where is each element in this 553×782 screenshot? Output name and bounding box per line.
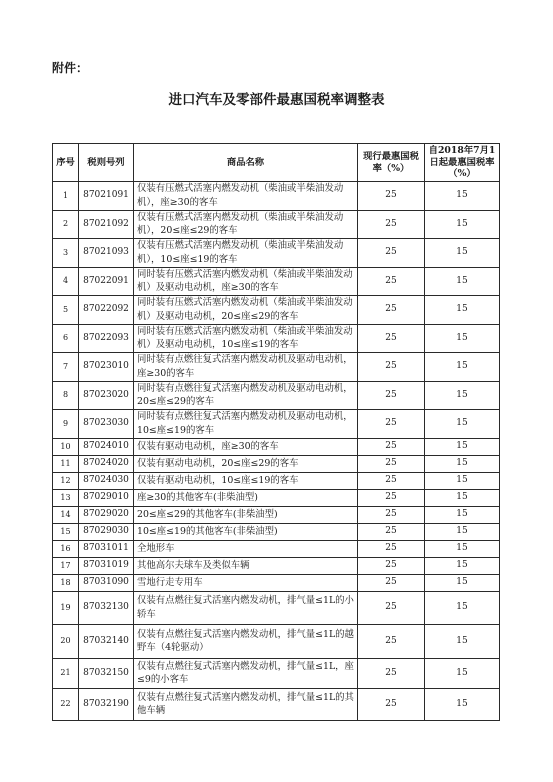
cell-no: 10: [53, 439, 79, 456]
table-row: [53, 659, 500, 689]
cell-no: 5: [53, 296, 79, 325]
table-row: [53, 689, 500, 721]
cell-current-rate: 25: [358, 353, 425, 382]
cell-code: 87029030: [79, 524, 134, 541]
cell-current-rate: 25: [358, 659, 425, 689]
cell-name: 10≤座≤19的其他客车(非柴油型): [134, 524, 358, 541]
cell-no: 15: [53, 524, 79, 541]
cell-code: 87022091: [79, 268, 134, 297]
cell-new-rate: 15: [425, 659, 500, 689]
table-row: [53, 182, 500, 211]
table-header-row: [53, 144, 500, 182]
table-row: [53, 353, 500, 382]
table-row: [53, 541, 500, 558]
cell-no: 20: [53, 625, 79, 659]
table-row: [53, 575, 500, 592]
table-row: [53, 296, 500, 325]
cell-code: 87021093: [79, 239, 134, 268]
rate-table: [52, 143, 500, 721]
cell-no: 2: [53, 211, 79, 240]
cell-name: 仅装有点燃往复式活塞内燃发动机，排气量≤1L的小轿车: [134, 592, 358, 625]
table-row: [53, 625, 500, 659]
cell-code: 87021091: [79, 182, 134, 211]
cell-new-rate: 15: [425, 211, 500, 240]
cell-new-rate: 15: [425, 689, 500, 721]
cell-no: 17: [53, 558, 79, 575]
cell-current-rate: 25: [358, 592, 425, 625]
cell-name: 仅装有点燃往复式活塞内燃发动机，排气量≤1L，座≤9的小客车: [134, 659, 358, 689]
table-row: [53, 239, 500, 268]
cell-name: 其他高尔夫球车及类似车辆: [134, 558, 358, 575]
cell-no: 1: [53, 182, 79, 211]
cell-name: 20≤座≤29的其他客车(非柴油型): [134, 507, 358, 524]
cell-no: 18: [53, 575, 79, 592]
cell-name: 全地形车: [134, 541, 358, 558]
cell-name: 仅装有点燃往复式活塞内燃发动机，排气量≤1L的其他车辆: [134, 689, 358, 721]
cell-code: 87023020: [79, 382, 134, 411]
cell-name: 同时装有点燃往复式活塞内燃发动机及驱动电动机，座≥30的客车: [134, 353, 358, 382]
cell-code: 87032140: [79, 625, 134, 659]
cell-current-rate: 25: [358, 575, 425, 592]
cell-name: 同时装有压燃式活塞内燃发动机（柴油或半柴油发动机）及驱动电动机，座≥30的客车: [134, 268, 358, 297]
cell-current-rate: 25: [358, 558, 425, 575]
cell-name: 仅装有驱动电动机，10≤座≤19的客车: [134, 473, 358, 490]
cell-new-rate: 15: [425, 353, 500, 382]
cell-no: 22: [53, 689, 79, 721]
table-row: [53, 524, 500, 541]
cell-new-rate: 15: [425, 625, 500, 659]
cell-no: 3: [53, 239, 79, 268]
cell-code: 87031011: [79, 541, 134, 558]
cell-current-rate: 25: [358, 473, 425, 490]
cell-no: 16: [53, 541, 79, 558]
cell-no: 8: [53, 382, 79, 411]
table-body: [53, 182, 500, 721]
cell-new-rate: 15: [425, 456, 500, 473]
cell-no: 13: [53, 490, 79, 507]
table-row: [53, 382, 500, 411]
cell-current-rate: 25: [358, 689, 425, 721]
table-row: [53, 456, 500, 473]
cell-code: 87024030: [79, 473, 134, 490]
cell-current-rate: 25: [358, 296, 425, 325]
cell-new-rate: 15: [425, 239, 500, 268]
cell-name: 仅装有压燃式活塞内燃发动机（柴油或半柴油发动机），座≥30的客车: [134, 182, 358, 211]
cell-new-rate: 15: [425, 296, 500, 325]
cell-new-rate: 15: [425, 490, 500, 507]
cell-new-rate: 15: [425, 558, 500, 575]
cell-code: 87032190: [79, 689, 134, 721]
cell-code: 87029020: [79, 507, 134, 524]
cell-code: 87022092: [79, 296, 134, 325]
cell-no: 21: [53, 659, 79, 689]
cell-current-rate: 25: [358, 507, 425, 524]
cell-code: 87024010: [79, 439, 134, 456]
cell-new-rate: 15: [425, 325, 500, 354]
cell-name: 雪地行走专用车: [134, 575, 358, 592]
cell-current-rate: 25: [358, 239, 425, 268]
cell-new-rate: 15: [425, 439, 500, 456]
cell-new-rate: 15: [425, 410, 500, 439]
table-row: [53, 558, 500, 575]
cell-current-rate: 25: [358, 182, 425, 211]
cell-name: 同时装有压燃式活塞内燃发动机（柴油或半柴油发动机）及驱动电动机，10≤座≤19的客车: [134, 325, 358, 354]
page-title: 进口汽车及零部件最惠国税率调整表: [168, 92, 385, 108]
cell-name: 仅装有点燃往复式活塞内燃发动机，排气量≤1L的越野车（4轮驱动）: [134, 625, 358, 659]
header-name: 商品名称: [134, 144, 358, 182]
cell-name: 同时装有点燃往复式活塞内燃发动机及驱动电动机，10≤座≤19的客车: [134, 410, 358, 439]
table-row: [53, 325, 500, 354]
cell-new-rate: 15: [425, 507, 500, 524]
cell-name: 仅装有压燃式活塞内燃发动机（柴油或半柴油发动机），10≤座≤19的客车: [134, 239, 358, 268]
cell-new-rate: 15: [425, 541, 500, 558]
cell-current-rate: 25: [358, 268, 425, 297]
cell-new-rate: 15: [425, 473, 500, 490]
table-row: [53, 592, 500, 625]
cell-no: 4: [53, 268, 79, 297]
cell-current-rate: 25: [358, 410, 425, 439]
cell-new-rate: 15: [425, 524, 500, 541]
cell-code: 87029010: [79, 490, 134, 507]
table-row: [53, 410, 500, 439]
cell-current-rate: 25: [358, 490, 425, 507]
cell-no: 7: [53, 353, 79, 382]
table-row: [53, 473, 500, 490]
cell-new-rate: 15: [425, 575, 500, 592]
cell-code: 87031019: [79, 558, 134, 575]
table-row: [53, 211, 500, 240]
cell-no: 14: [53, 507, 79, 524]
cell-code: 87023010: [79, 353, 134, 382]
header-no: 序号: [53, 144, 79, 182]
cell-new-rate: 15: [425, 592, 500, 625]
cell-current-rate: 25: [358, 325, 425, 354]
table-row: [53, 439, 500, 456]
table-row: [53, 507, 500, 524]
header-current-rate: 现行最惠国税率（%）: [358, 144, 425, 182]
header-code: 税则号列: [79, 144, 134, 182]
cell-new-rate: 15: [425, 268, 500, 297]
cell-no: 11: [53, 456, 79, 473]
cell-current-rate: 25: [358, 625, 425, 659]
cell-code: 87022093: [79, 325, 134, 354]
table-row: [53, 268, 500, 297]
table-row: [53, 490, 500, 507]
cell-no: 6: [53, 325, 79, 354]
cell-code: 87021092: [79, 211, 134, 240]
cell-name: 仅装有压燃式活塞内燃发动机（柴油或半柴油发动机），20≤座≤29的客车: [134, 211, 358, 240]
cell-code: 87031090: [79, 575, 134, 592]
cell-name: 同时装有点燃往复式活塞内燃发动机及驱动电动机，20≤座≤29的客车: [134, 382, 358, 411]
attachment-label: 附件：: [52, 61, 89, 75]
cell-code: 87023030: [79, 410, 134, 439]
cell-code: 87024020: [79, 456, 134, 473]
cell-current-rate: 25: [358, 456, 425, 473]
cell-name: 仅装有驱动电动机，20≤座≤29的客车: [134, 456, 358, 473]
cell-current-rate: 25: [358, 211, 425, 240]
cell-name: 座≥30的其他客车(非柴油型): [134, 490, 358, 507]
cell-current-rate: 25: [358, 439, 425, 456]
cell-code: 87032150: [79, 659, 134, 689]
cell-current-rate: 25: [358, 524, 425, 541]
cell-no: 19: [53, 592, 79, 625]
cell-no: 9: [53, 410, 79, 439]
cell-name: 同时装有压燃式活塞内燃发动机（柴油或半柴油发动机）及驱动电动机，20≤座≤29的客车: [134, 296, 358, 325]
cell-new-rate: 15: [425, 182, 500, 211]
cell-current-rate: 25: [358, 382, 425, 411]
cell-code: 87032130: [79, 592, 134, 625]
cell-name: 仅装有驱动电动机，座≥30的客车: [134, 439, 358, 456]
cell-current-rate: 25: [358, 541, 425, 558]
cell-new-rate: 15: [425, 382, 500, 411]
header-new-rate: 自2018年7月1日起最惠国税率（%）: [425, 144, 500, 182]
cell-no: 12: [53, 473, 79, 490]
